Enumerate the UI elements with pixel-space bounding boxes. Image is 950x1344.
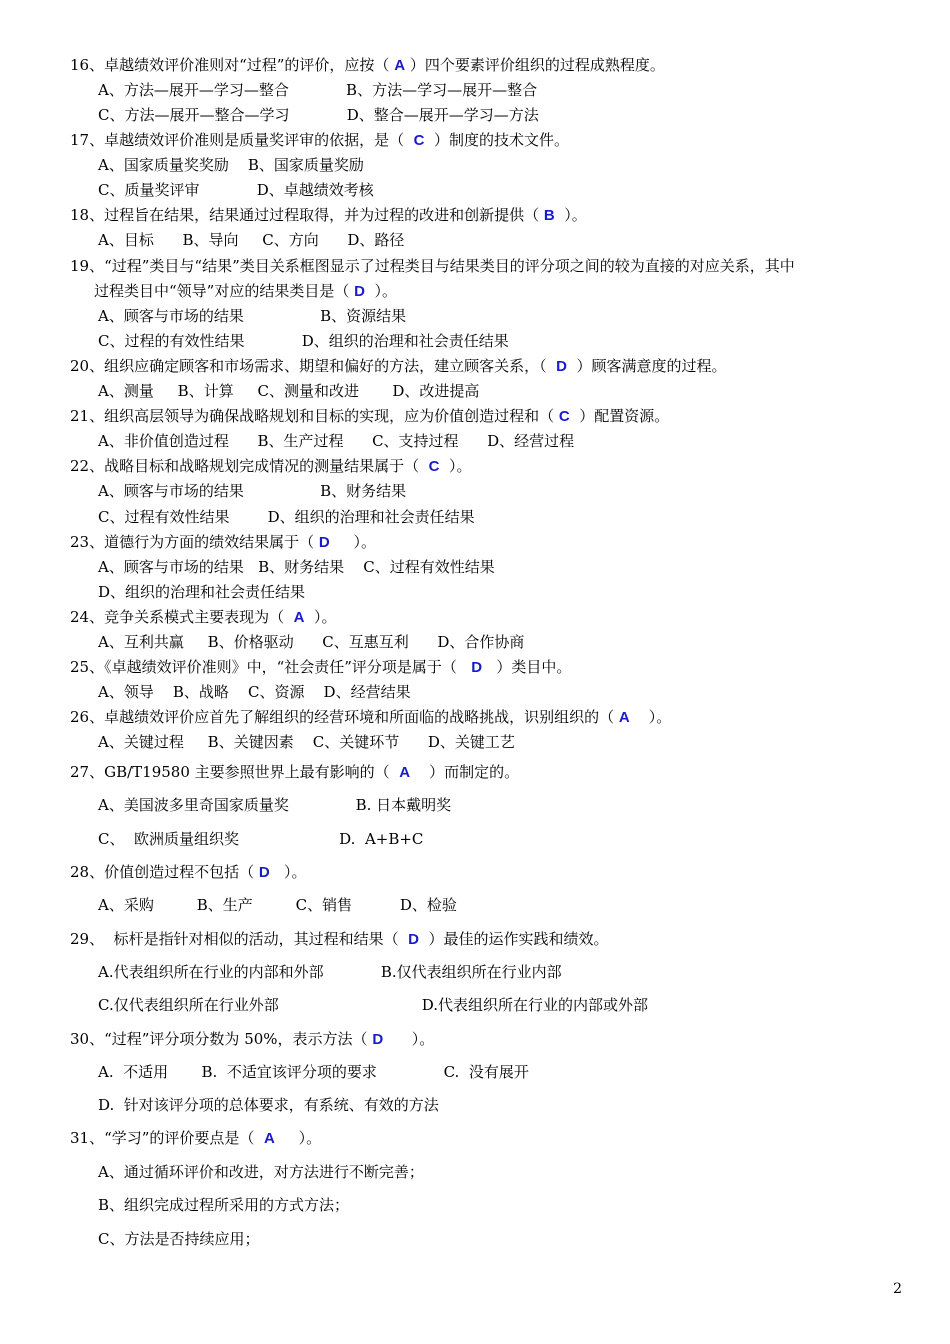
question-line bbox=[70, 1128, 321, 1148]
line-text: 21、组织高层领导为确保战略规划和目标的实现，应为价值创造过程和（ bbox=[70, 407, 559, 425]
question-line bbox=[70, 205, 587, 225]
text-line bbox=[98, 431, 574, 451]
line-text: 24、竞争关系模式主要表现为（ bbox=[70, 608, 294, 626]
answer-letter: D bbox=[408, 931, 420, 948]
text-line bbox=[98, 507, 475, 527]
text-line bbox=[98, 80, 537, 100]
line-text: ）四个要素评价组织的过程成熟程度。 bbox=[405, 56, 665, 74]
question-line bbox=[70, 532, 376, 552]
question-line bbox=[70, 1029, 434, 1049]
text-line bbox=[98, 682, 411, 702]
text-line bbox=[98, 895, 457, 915]
line-text: 27、GB/T19580 主要参照世界上最有影响的（ bbox=[70, 763, 400, 781]
question-line bbox=[70, 130, 569, 150]
line-text: A、非价值创造过程 B、生产过程 C、支持过程 D、经营过程 bbox=[98, 432, 575, 450]
text-line bbox=[98, 180, 374, 200]
line-text: A、测量 B、计算 C、测量和改进 D、改进提高 bbox=[98, 382, 480, 400]
line-text: D、组织的治理和社会责任结果 bbox=[98, 583, 306, 601]
text-line bbox=[98, 795, 451, 815]
text-line bbox=[98, 557, 495, 577]
question-line bbox=[70, 929, 609, 949]
text-line bbox=[98, 1162, 424, 1182]
line-text: C、过程有效性结果 D、组织的治理和社会责任结果 bbox=[98, 508, 475, 526]
line-text: A、顾客与市场的结果 B、财务结果 bbox=[98, 482, 407, 500]
answer-letter: A bbox=[399, 764, 411, 781]
text-line bbox=[98, 1095, 439, 1115]
line-text: C、方法—展开—整合—学习 D、整合—展开—学习—方法 bbox=[98, 106, 539, 124]
question-line bbox=[94, 281, 397, 301]
text-line bbox=[98, 331, 509, 351]
line-text: 23、道德行为方面的绩效结果属于（ bbox=[70, 533, 319, 551]
text-line bbox=[98, 230, 404, 250]
answer-letter: D bbox=[258, 864, 270, 881]
answer-letter: D bbox=[354, 283, 365, 300]
question-line bbox=[70, 607, 337, 627]
question-line bbox=[70, 862, 307, 882]
answer-letter: A bbox=[293, 609, 305, 626]
line-text: ）而制定的。 bbox=[410, 763, 520, 781]
answer-letter: D bbox=[556, 358, 567, 375]
line-text: 20、组织应确定顾客和市场需求、期望和偏好的方法，建立顾客关系，（ bbox=[70, 357, 557, 375]
line-text: ）顾客满意度的过程。 bbox=[566, 357, 727, 375]
line-text: A、关键过程 B、关键因素 C、关键环节 D、关键工艺 bbox=[98, 733, 515, 751]
line-text: 29、 标杆是指针对相似的活动，其过程和结果（ bbox=[70, 930, 409, 948]
text-line bbox=[98, 1195, 349, 1215]
answer-letter: C bbox=[413, 132, 425, 149]
text-line bbox=[98, 155, 364, 175]
question-line bbox=[70, 55, 665, 75]
line-text: 26、卓越绩效评价应首先了解组织的经营环境和所面临的战略挑战，识别组织的（ bbox=[70, 708, 619, 726]
line-text: ）最佳的运作实践和绩效。 bbox=[419, 930, 609, 948]
line-text: 过程类目中“领导”对应的结果类目是（ bbox=[94, 282, 355, 300]
text-line bbox=[98, 829, 423, 849]
question-line bbox=[70, 406, 669, 426]
question-line bbox=[70, 456, 472, 476]
line-text: 30、“过程”评分项分数为 50%，表示方法（ bbox=[70, 1030, 373, 1048]
text-line bbox=[98, 732, 515, 752]
line-text: ）配置资源。 bbox=[569, 407, 670, 425]
page-number: 2 bbox=[893, 1281, 902, 1297]
line-text: A、采购 B、生产 C、销售 D、检验 bbox=[98, 896, 457, 914]
line-text: A、国家质量奖奖励 B、国家质量奖励 bbox=[98, 156, 364, 174]
line-text: C、方法是否持续应用； bbox=[98, 1230, 260, 1248]
question-line bbox=[70, 762, 519, 782]
question-line bbox=[70, 356, 727, 376]
line-text: ）。 bbox=[274, 1129, 322, 1147]
line-text: A、方法—展开—学习—整合 B、方法—学习—展开—整合 bbox=[98, 81, 538, 99]
text-line bbox=[98, 1229, 259, 1249]
answer-letter: A bbox=[263, 1130, 275, 1147]
answer-letter: D bbox=[318, 534, 330, 551]
line-text: A.代表组织所在行业的内部和外部 B.仅代表组织所在行业内部 bbox=[98, 963, 562, 981]
line-text: ）。 bbox=[269, 863, 307, 881]
line-text: ）。 bbox=[304, 608, 337, 626]
text-line bbox=[98, 481, 406, 501]
line-text: A、美国波多里奇国家质量奖 B. 日本戴明奖 bbox=[98, 796, 452, 814]
line-text: A、目标 B、导向 C、方向 D、路径 bbox=[98, 231, 405, 249]
line-text: ）。 bbox=[554, 206, 587, 224]
text-line bbox=[98, 105, 539, 125]
line-text: ）。 bbox=[629, 708, 672, 726]
text-line bbox=[98, 582, 305, 602]
line-text: ）。 bbox=[383, 1030, 435, 1048]
text-line bbox=[98, 381, 479, 401]
answer-letter: C bbox=[558, 408, 570, 425]
line-text: ）制度的技术文件。 bbox=[424, 131, 570, 149]
text-line bbox=[98, 995, 648, 1015]
answer-letter: B bbox=[543, 207, 555, 224]
line-text: 31、“学习”的评价要点是（ bbox=[70, 1129, 264, 1147]
line-text: A. 不适用 B. 不适宜该评分项的要求 C. 没有展开 bbox=[98, 1063, 529, 1081]
line-text: A、顾客与市场的结果 B、财务结果 C、过程有效性结果 bbox=[98, 558, 495, 576]
line-text: C、 欧洲质量组织奖 D. A+B+C bbox=[98, 830, 424, 848]
line-text: ）。 bbox=[329, 533, 377, 551]
text-line bbox=[98, 962, 562, 982]
line-text: ）类目中。 bbox=[482, 658, 572, 676]
line-text: C、过程的有效性结果 D、组织的治理和社会责任结果 bbox=[98, 332, 509, 350]
question-line bbox=[70, 707, 671, 727]
line-text: B、组织完成过程所采用的方式方法； bbox=[98, 1196, 350, 1214]
line-text: ）。 bbox=[364, 282, 397, 300]
text-line bbox=[98, 1062, 529, 1082]
line-text: ）。 bbox=[439, 457, 472, 475]
line-text: A、领导 B、战略 C、资源 D、经营结果 bbox=[98, 683, 411, 701]
text-line bbox=[98, 632, 524, 652]
line-text: C.仅代表组织所在行业外部 D.代表组织所在行业的内部或外部 bbox=[98, 996, 649, 1014]
line-text: A、通过循环评价和改进，对方法进行不断完善； bbox=[98, 1163, 424, 1181]
line-text: C、质量奖评审 D、卓越绩效考核 bbox=[98, 181, 374, 199]
line-text: 16、卓越绩效评价准则对“过程”的评价，应按（ bbox=[70, 56, 395, 74]
text-line bbox=[98, 306, 406, 326]
text-line bbox=[70, 256, 795, 276]
line-text: 22、战略目标和战略规划完成情况的测量结果属于（ bbox=[70, 457, 429, 475]
answer-letter: D bbox=[372, 1031, 384, 1048]
question-line bbox=[70, 657, 571, 677]
line-text: 25、《卓越绩效评价准则》中，“社会责任”评分项是属于（ bbox=[70, 658, 472, 676]
line-text: 28、价值创造过程不包括（ bbox=[70, 863, 259, 881]
line-text: 17、卓越绩效评价准则是质量奖评审的依据，是（ bbox=[70, 131, 414, 149]
answer-letter: A bbox=[618, 709, 630, 726]
line-text: 19、“过程”类目与“结果”类目关系框图显示了过程类目与结果类目的评分项之间的较为直接的对应关系，其中 bbox=[70, 257, 795, 275]
answer-letter: D bbox=[471, 659, 483, 676]
answer-letter: A bbox=[394, 57, 406, 74]
line-text: A、顾客与市场的结果 B、资源结果 bbox=[98, 307, 407, 325]
line-text: 18、过程旨在结果，结果通过过程取得，并为过程的改进和创新提供（ bbox=[70, 206, 544, 224]
answer-letter: C bbox=[428, 458, 440, 475]
line-text: A、互利共赢 B、价格驱动 C、互惠互利 D、合作协商 bbox=[98, 633, 525, 651]
line-text: D. 针对该评分项的总体要求，有系统、有效的方法 bbox=[98, 1096, 439, 1114]
